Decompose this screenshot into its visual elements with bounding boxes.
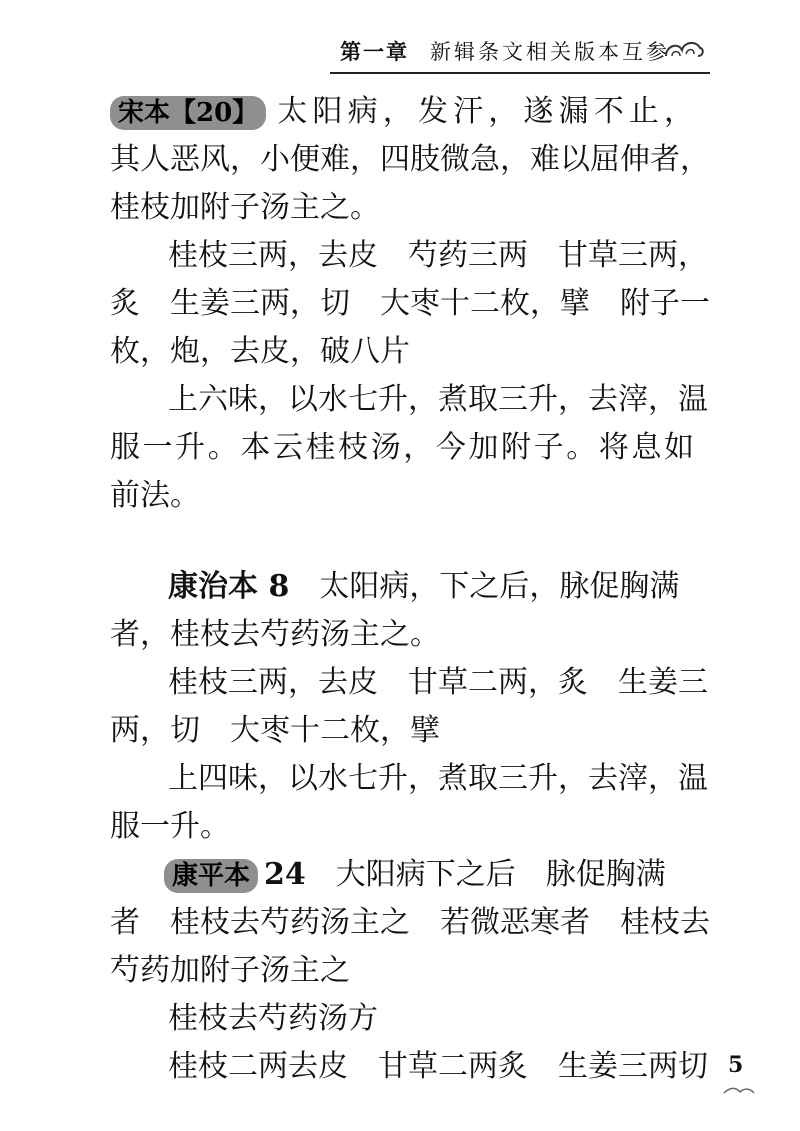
entry-heading-line [110, 88, 694, 136]
text-line: 桂枝二两去皮 甘草二两炙 生姜三两切 [168, 1049, 708, 1084]
cloud-ornament-icon [662, 36, 706, 66]
text-line: 上四味，以水七升，煮取三升，去滓，温 [168, 761, 708, 796]
page-ornament-icon [722, 1085, 756, 1095]
text-line: 枚，炮，去皮，破八片 [110, 334, 410, 369]
text-line: 桂枝三两，去皮 芍药三两 甘草三两， [168, 238, 708, 273]
text-line: 服一升。 [110, 809, 230, 844]
source-tag: 康平本 [164, 859, 258, 893]
text-line: 大阳病下之后 脉促胸满 [335, 857, 666, 892]
header-rule [330, 72, 710, 74]
chapter-label: 第一章 [340, 39, 409, 64]
entry-heading-line [110, 851, 694, 899]
text-line: 桂枝去芍药汤方 [168, 1001, 378, 1036]
text-line: 前法。 [110, 478, 200, 513]
text-line: 芍药加附子汤主之 [110, 953, 350, 988]
text-line: 桂枝三两，去皮 甘草二两，炙 生姜三 [168, 665, 708, 700]
page-body [110, 88, 710, 1091]
paragraph-gap [110, 520, 694, 563]
page-number: 5 [728, 1052, 744, 1078]
text-line: 者 桂枝去芍药汤主之 若微恶寒者 桂枝去 [110, 905, 710, 940]
text-line: 其人恶风，小便难，四肢微急，难以屈伸者， [110, 142, 710, 177]
text-line: 太阳病，下之后，脉促胸满 [319, 569, 680, 604]
text-line: 太阳病，发汗，遂漏不止， [272, 94, 694, 129]
text-line: 炙 生姜三两，切 大枣十二枚，擘 附子一 [110, 286, 710, 321]
source-tag: 宋本【20】 [110, 96, 266, 130]
entry-number: 24 [264, 857, 306, 892]
text-line: 者，桂枝去芍药汤主之。 [110, 617, 440, 652]
running-header [330, 28, 730, 74]
entry-heading-line [110, 563, 694, 611]
text-line: 服一升。本云桂枝汤，今加附子。将息如 [110, 430, 694, 465]
text-line: 桂枝加附子汤主之。 [110, 190, 380, 225]
text-line: 两，切 大枣十二枚，擘 [110, 713, 440, 748]
text-line: 上六味，以水七升，煮取三升，去滓，温 [168, 382, 708, 417]
source-label: 康治本 8 [168, 569, 290, 604]
section-title: 新辑条文相关版本互参 [430, 40, 670, 64]
